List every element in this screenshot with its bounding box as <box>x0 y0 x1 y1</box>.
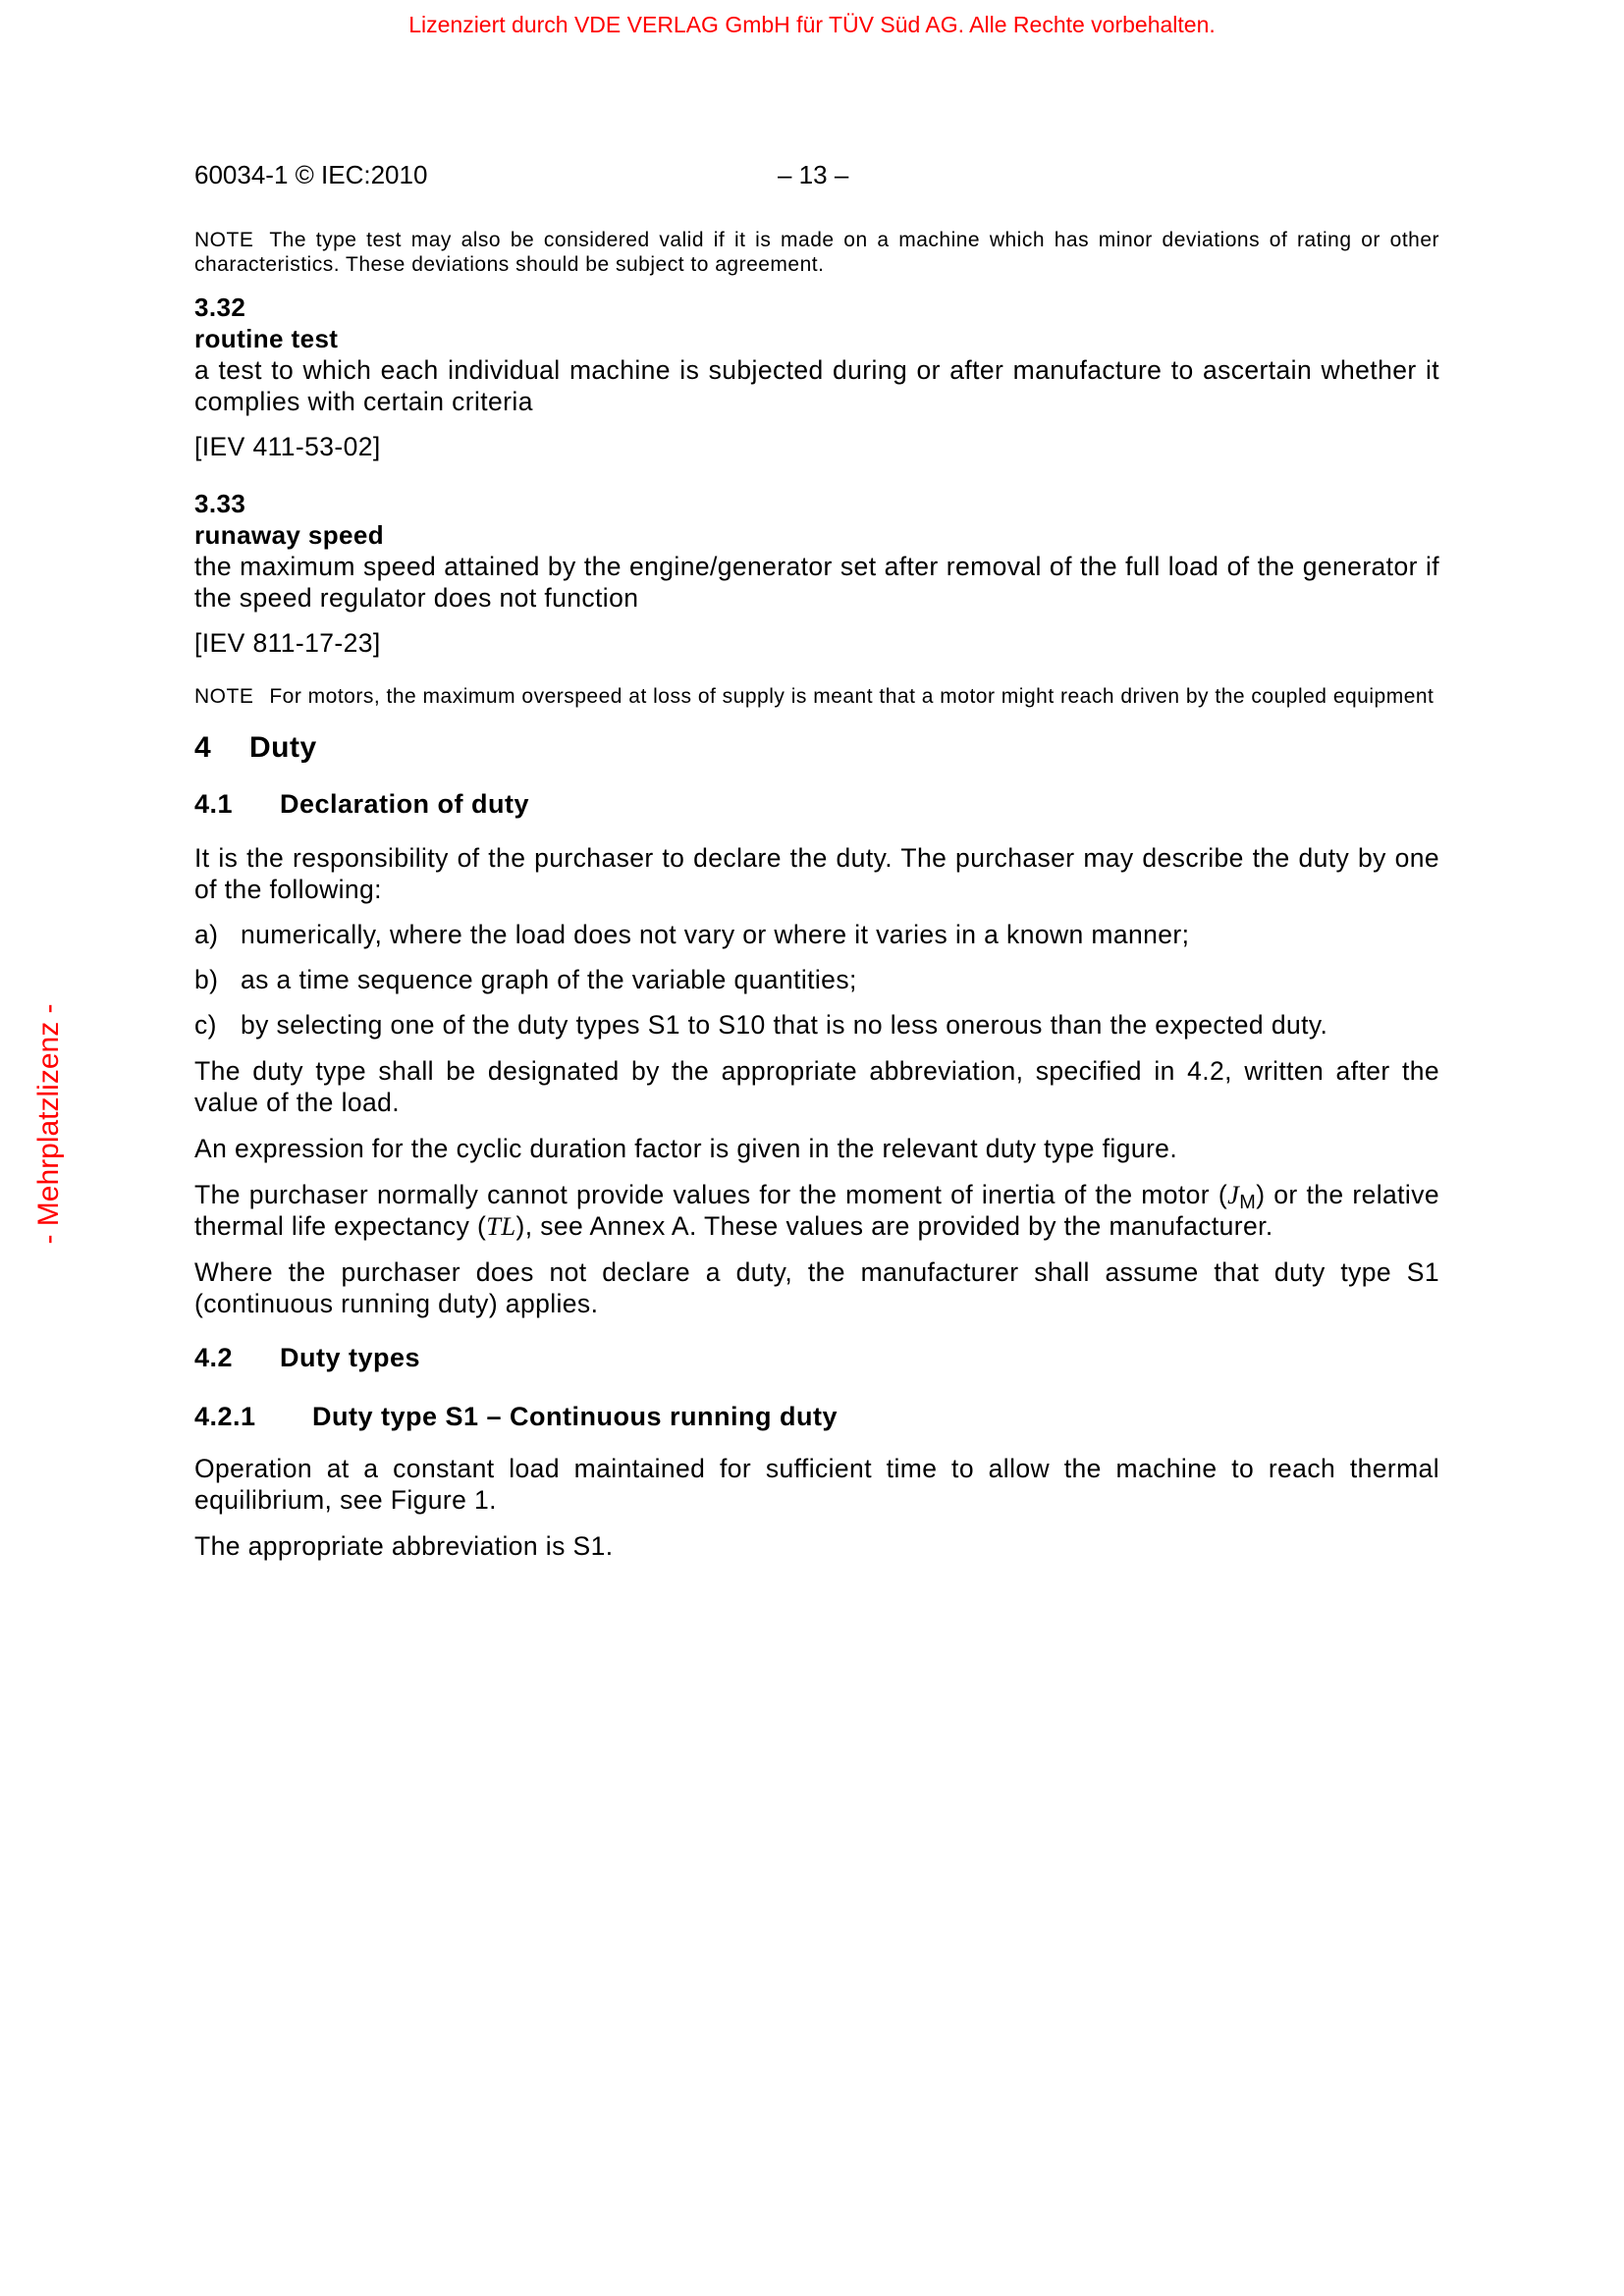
note-label: NOTE <box>194 685 254 708</box>
term-entry-3-33 <box>194 488 1439 659</box>
list-text: numerically, where the load does not vary or where it varies in a known manner; <box>241 920 1190 949</box>
list-text: by selecting one of the duty types S1 to S10 that is no less onerous than the expected duty. <box>241 1010 1328 1040</box>
document-page <box>194 157 1439 1562</box>
paragraph-operation: Operation at a constant load maintained for sufficient time to allow the machine to reach thermal equilibrium, see Figure 1. <box>194 1454 1439 1515</box>
term-definition: the maximum speed attained by the engine/generator set after removal of the full load of the generator if the speed regulator does not function <box>194 552 1439 613</box>
section-heading-4-2 <box>194 1341 1439 1374</box>
inertia-text-1: The purchaser normally cannot provide values for the moment of inertia of the motor ( <box>194 1180 1228 1209</box>
list-marker: c) <box>194 1010 217 1040</box>
paragraph-designation: The duty type shall be designated by the appropriate abbreviation, specified in 4.2, written after the value of the load. <box>194 1056 1439 1117</box>
duty-options-list <box>194 919 1439 1041</box>
inertia-text-3: ), see Annex A. These values are provided by the manufacturer. <box>515 1211 1273 1241</box>
page-header <box>194 157 1439 192</box>
inertia-text-2: ) or the relative thermal life expectancy ( <box>194 1180 1439 1241</box>
symbol-j: J <box>1227 1180 1240 1209</box>
note-text: The type test may also be considered valid if it is made on a machine which has minor deviations of rating or other characteristics. These deviations should be subject to agreement. <box>194 229 1439 276</box>
section-heading-4 <box>194 730 1439 766</box>
note-type-test <box>194 228 1439 277</box>
term-reference: [IEV 411-53-02] <box>194 432 381 461</box>
term-number: 3.32 <box>194 293 246 322</box>
list-marker: a) <box>194 920 219 949</box>
section-title: Duty <box>249 731 317 764</box>
section-number: 4.2 <box>194 1343 234 1372</box>
section-title: Duty types <box>280 1343 421 1372</box>
paragraph-inertia <box>194 1179 1439 1242</box>
term-name: runaway speed <box>194 520 385 550</box>
section-heading-4-1 <box>194 787 1439 821</box>
paragraph-abbreviation: The appropriate abbreviation is S1. <box>194 1531 614 1561</box>
note-overspeed <box>194 684 1439 709</box>
section-number: 4.2.1 <box>194 1402 256 1431</box>
note-label: NOTE <box>194 229 254 251</box>
term-reference: [IEV 811-17-23] <box>194 628 381 658</box>
list-text: as a time sequence graph of the variable quantities; <box>241 965 857 994</box>
term-name: routine test <box>194 324 339 353</box>
section-heading-4-2-1 <box>194 1400 1439 1433</box>
side-license-label: - Mehrplatzlizenz - <box>32 1003 65 1245</box>
paragraph-intro: It is the responsibility of the purchaser to declare the duty. The purchaser may describe the duty by one of the following: <box>194 843 1439 904</box>
list-item <box>194 919 1439 950</box>
list-marker: b) <box>194 965 219 994</box>
term-entry-3-32 <box>194 292 1439 462</box>
paragraph-expression: An expression for the cyclic duration factor is given in the relevant duty type figure. <box>194 1134 1178 1163</box>
symbol-j-subscript: M <box>1239 1191 1257 1213</box>
section-number: 4 <box>194 731 212 764</box>
section-number: 4.1 <box>194 789 234 819</box>
term-definition: a test to which each individual machine is subjected during or after manufacture to ascertain whether it complies with certain criteria <box>194 355 1439 416</box>
section-title: Duty type S1 – Continuous running duty <box>312 1402 838 1431</box>
term-number: 3.33 <box>194 489 246 518</box>
paragraph-default-duty: Where the purchaser does not declare a duty, the manufacturer shall assume that duty type S1 (continuous running duty) applies. <box>194 1257 1439 1318</box>
section-title: Declaration of duty <box>280 789 530 819</box>
note-text: For motors, the maximum overspeed at loss of supply is meant that a motor might reach driven by the coupled equipment <box>269 685 1435 708</box>
license-watermark: Lizenziert durch VDE VERLAG GmbH für TÜV Süd AG. Alle Rechte vorbehalten. <box>408 12 1216 37</box>
list-item <box>194 1009 1439 1041</box>
list-item <box>194 964 1439 995</box>
document-reference: 60034-1 © IEC:2010 <box>194 160 428 189</box>
symbol-tl: TL <box>486 1211 516 1241</box>
page-number: – 13 – <box>778 160 849 189</box>
